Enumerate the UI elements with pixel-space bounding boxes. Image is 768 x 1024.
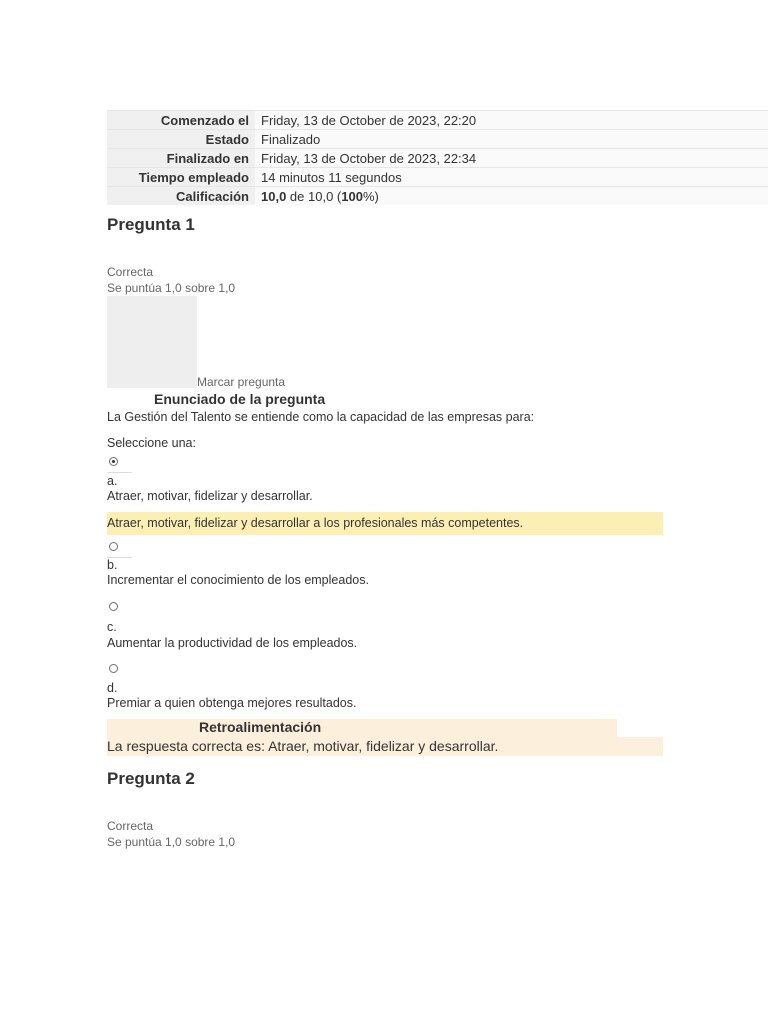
question-2-status: Correcta xyxy=(107,819,154,833)
question-1-title: Pregunta 1 xyxy=(107,215,195,234)
grade-mid: de 10,0 ( xyxy=(286,188,342,204)
option-c-letter: c. xyxy=(107,620,117,634)
summary-label: Comenzado el xyxy=(107,111,255,130)
summary-row-grade xyxy=(107,187,768,206)
feedback-title: Retroalimentación xyxy=(199,719,322,735)
option-b-letter: b. xyxy=(107,558,118,572)
option-b-text[interactable]: Incrementar el conocimiento de los empleados. xyxy=(107,573,369,587)
option-d-radio[interactable] xyxy=(109,664,118,673)
question-1-prompt: Seleccione una: xyxy=(107,436,196,450)
summary-label: Finalizado en xyxy=(107,149,255,168)
summary-row-time-taken xyxy=(107,168,768,187)
correct-answer-feedback: La respuesta correcta es: Atraer, motivar, fidelizar y desarrollar. xyxy=(107,737,663,756)
option-a-text[interactable]: Atraer, motivar, fidelizar y desarrollar. xyxy=(107,489,313,503)
grade-value xyxy=(255,187,768,206)
feedback-header xyxy=(107,719,617,737)
summary-value: Friday, 13 de October de 2023, 22:34 xyxy=(255,149,768,168)
question-statement-title: Enunciado de la pregunta xyxy=(154,391,326,407)
question-2-title: Pregunta 2 xyxy=(107,769,195,788)
summary-label: Tiempo empleado xyxy=(107,168,255,187)
question-1-text: La Gestión del Talento se entiende como la capacidad de las empresas para: xyxy=(107,410,535,424)
question-1-score: Se puntúa 1,0 sobre 1,0 xyxy=(107,281,236,295)
summary-label: Estado xyxy=(107,130,255,149)
flag-question-link[interactable]: Marcar pregunta xyxy=(197,375,286,389)
summary-row-finished xyxy=(107,149,768,168)
option-a-radio[interactable] xyxy=(109,457,118,466)
summary-value: 14 minutos 11 segundos xyxy=(255,168,768,187)
summary-value: Friday, 13 de October de 2023, 22:20 xyxy=(255,111,768,130)
option-c-radio[interactable] xyxy=(109,602,118,611)
option-d-letter: d. xyxy=(107,681,118,695)
flag-icon[interactable] xyxy=(107,296,197,388)
summary-row-state xyxy=(107,130,768,149)
radio-divider xyxy=(107,472,132,473)
option-a-letter: a. xyxy=(107,474,118,488)
option-b-radio[interactable] xyxy=(109,542,118,551)
grade-percent: 100 xyxy=(341,188,363,204)
attempt-summary-table xyxy=(107,110,768,205)
summary-row-started xyxy=(107,111,768,130)
grade-end: %) xyxy=(362,188,379,204)
option-a-feedback: Atraer, motivar, fidelizar y desarrollar a los profesionales más competentes. xyxy=(107,512,663,535)
option-c-text[interactable]: Aumentar la productividad de los empleados. xyxy=(107,636,358,650)
grade-score: 10,0 xyxy=(261,188,287,204)
question-1-status: Correcta xyxy=(107,265,154,279)
summary-label: Calificación xyxy=(107,187,255,206)
question-2-score: Se puntúa 1,0 sobre 1,0 xyxy=(107,835,236,849)
summary-value: Finalizado xyxy=(255,130,768,149)
option-d-text[interactable]: Premiar a quien obtenga mejores resultados. xyxy=(107,696,357,710)
